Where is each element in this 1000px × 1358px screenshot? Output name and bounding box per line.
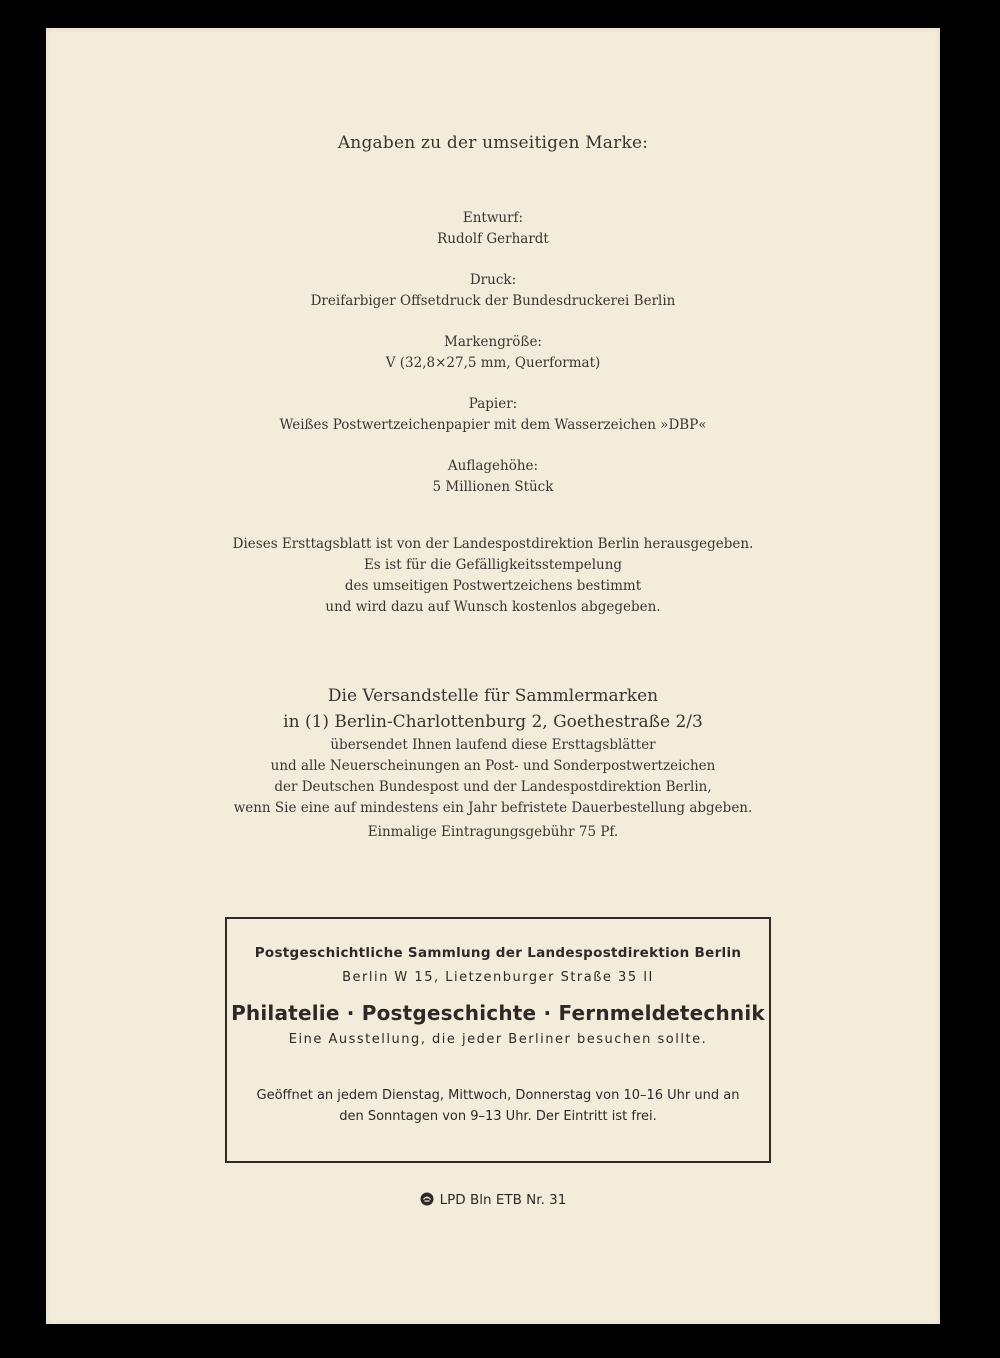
opening-hours [227,1085,769,1127]
notice-line: Es ist für die Gefälligkeitsstempelung [363,557,623,573]
spec-paper [46,394,940,436]
opening-hours-line: den Sonntagen von 9–13 Uhr. Der Eintritt ist frei. [339,1109,657,1124]
spec-value: V (32,8×27,5 mm, Querformat) [385,355,601,371]
spec-label: Markengröße: [444,334,542,350]
spec-value: Weißes Postwertzeichenpapier mit dem Wasserzeichen »DBP« [279,417,707,433]
spec-design [46,208,940,250]
spec-value: 5 Millionen Stück [432,479,554,495]
post-emblem-icon [420,1192,434,1206]
spec-value: Rudolf Gerhardt [437,231,549,247]
notice-paragraph [46,534,940,618]
spec-label: Entwurf: [462,210,524,226]
sheet-number-text: LPD Bln ETB Nr. 31 [439,1192,567,1208]
mail-order-paragraph [46,683,940,843]
sheet-number [46,1192,940,1208]
exhibition-tagline: Eine Ausstellung, die jeder Berliner besuchen sollte. [288,1032,708,1047]
exhibition-title: Philatelie · Postgeschichte · Fernmeldetechnik [231,1001,765,1025]
spec-size [46,332,940,374]
notice-line: des umseitigen Postwertzeichens bestimmt [344,578,642,594]
exhibition-notice-box [225,917,771,1163]
mail-order-line: und alle Neuerscheinungen an Post- und Sonderpostwertzeichen [270,758,716,774]
spec-label: Papier: [468,396,518,412]
mail-order-line: wenn Sie eine auf mindestens ein Jahr befristete Dauerbestellung abgeben. [233,800,753,816]
institution-address: Berlin W 15, Lietzenburger Straße 35 II [342,970,654,985]
spec-value: Dreifarbiger Offsetdruck der Bundesdruckerei Berlin [310,293,676,309]
mail-order-line: übersendet Ihnen laufend diese Ersttagsblätter [330,737,656,753]
institution-name: Postgeschichtliche Sammlung der Landespostdirektion Berlin [254,945,742,961]
mail-order-line: der Deutschen Bundespost und der Landespostdirektion Berlin, [274,779,712,795]
mail-order-title: Die Versandstelle für Sammlermarken [327,686,659,706]
page-title: Angaben zu der umseitigen Marke: [337,133,649,153]
spec-print [46,270,940,312]
spec-label: Druck: [469,272,517,288]
first-day-sheet [46,28,940,1324]
notice-line: Dieses Ersttagsblatt ist von der Landespostdirektion Berlin herausgegeben. [232,536,754,552]
spec-print-run [46,456,940,498]
mail-order-fee: Einmalige Eintragungsgebühr 75 Pf. [367,824,619,840]
spec-label: Auflagehöhe: [447,458,539,474]
mail-order-address: in (1) Berlin-Charlottenburg 2, Goethestraße 2/3 [283,712,703,732]
notice-line: und wird dazu auf Wunsch kostenlos abgegeben. [325,599,661,615]
opening-hours-line: Geöffnet an jedem Dienstag, Mittwoch, Donnerstag von 10–16 Uhr und an [256,1088,740,1103]
